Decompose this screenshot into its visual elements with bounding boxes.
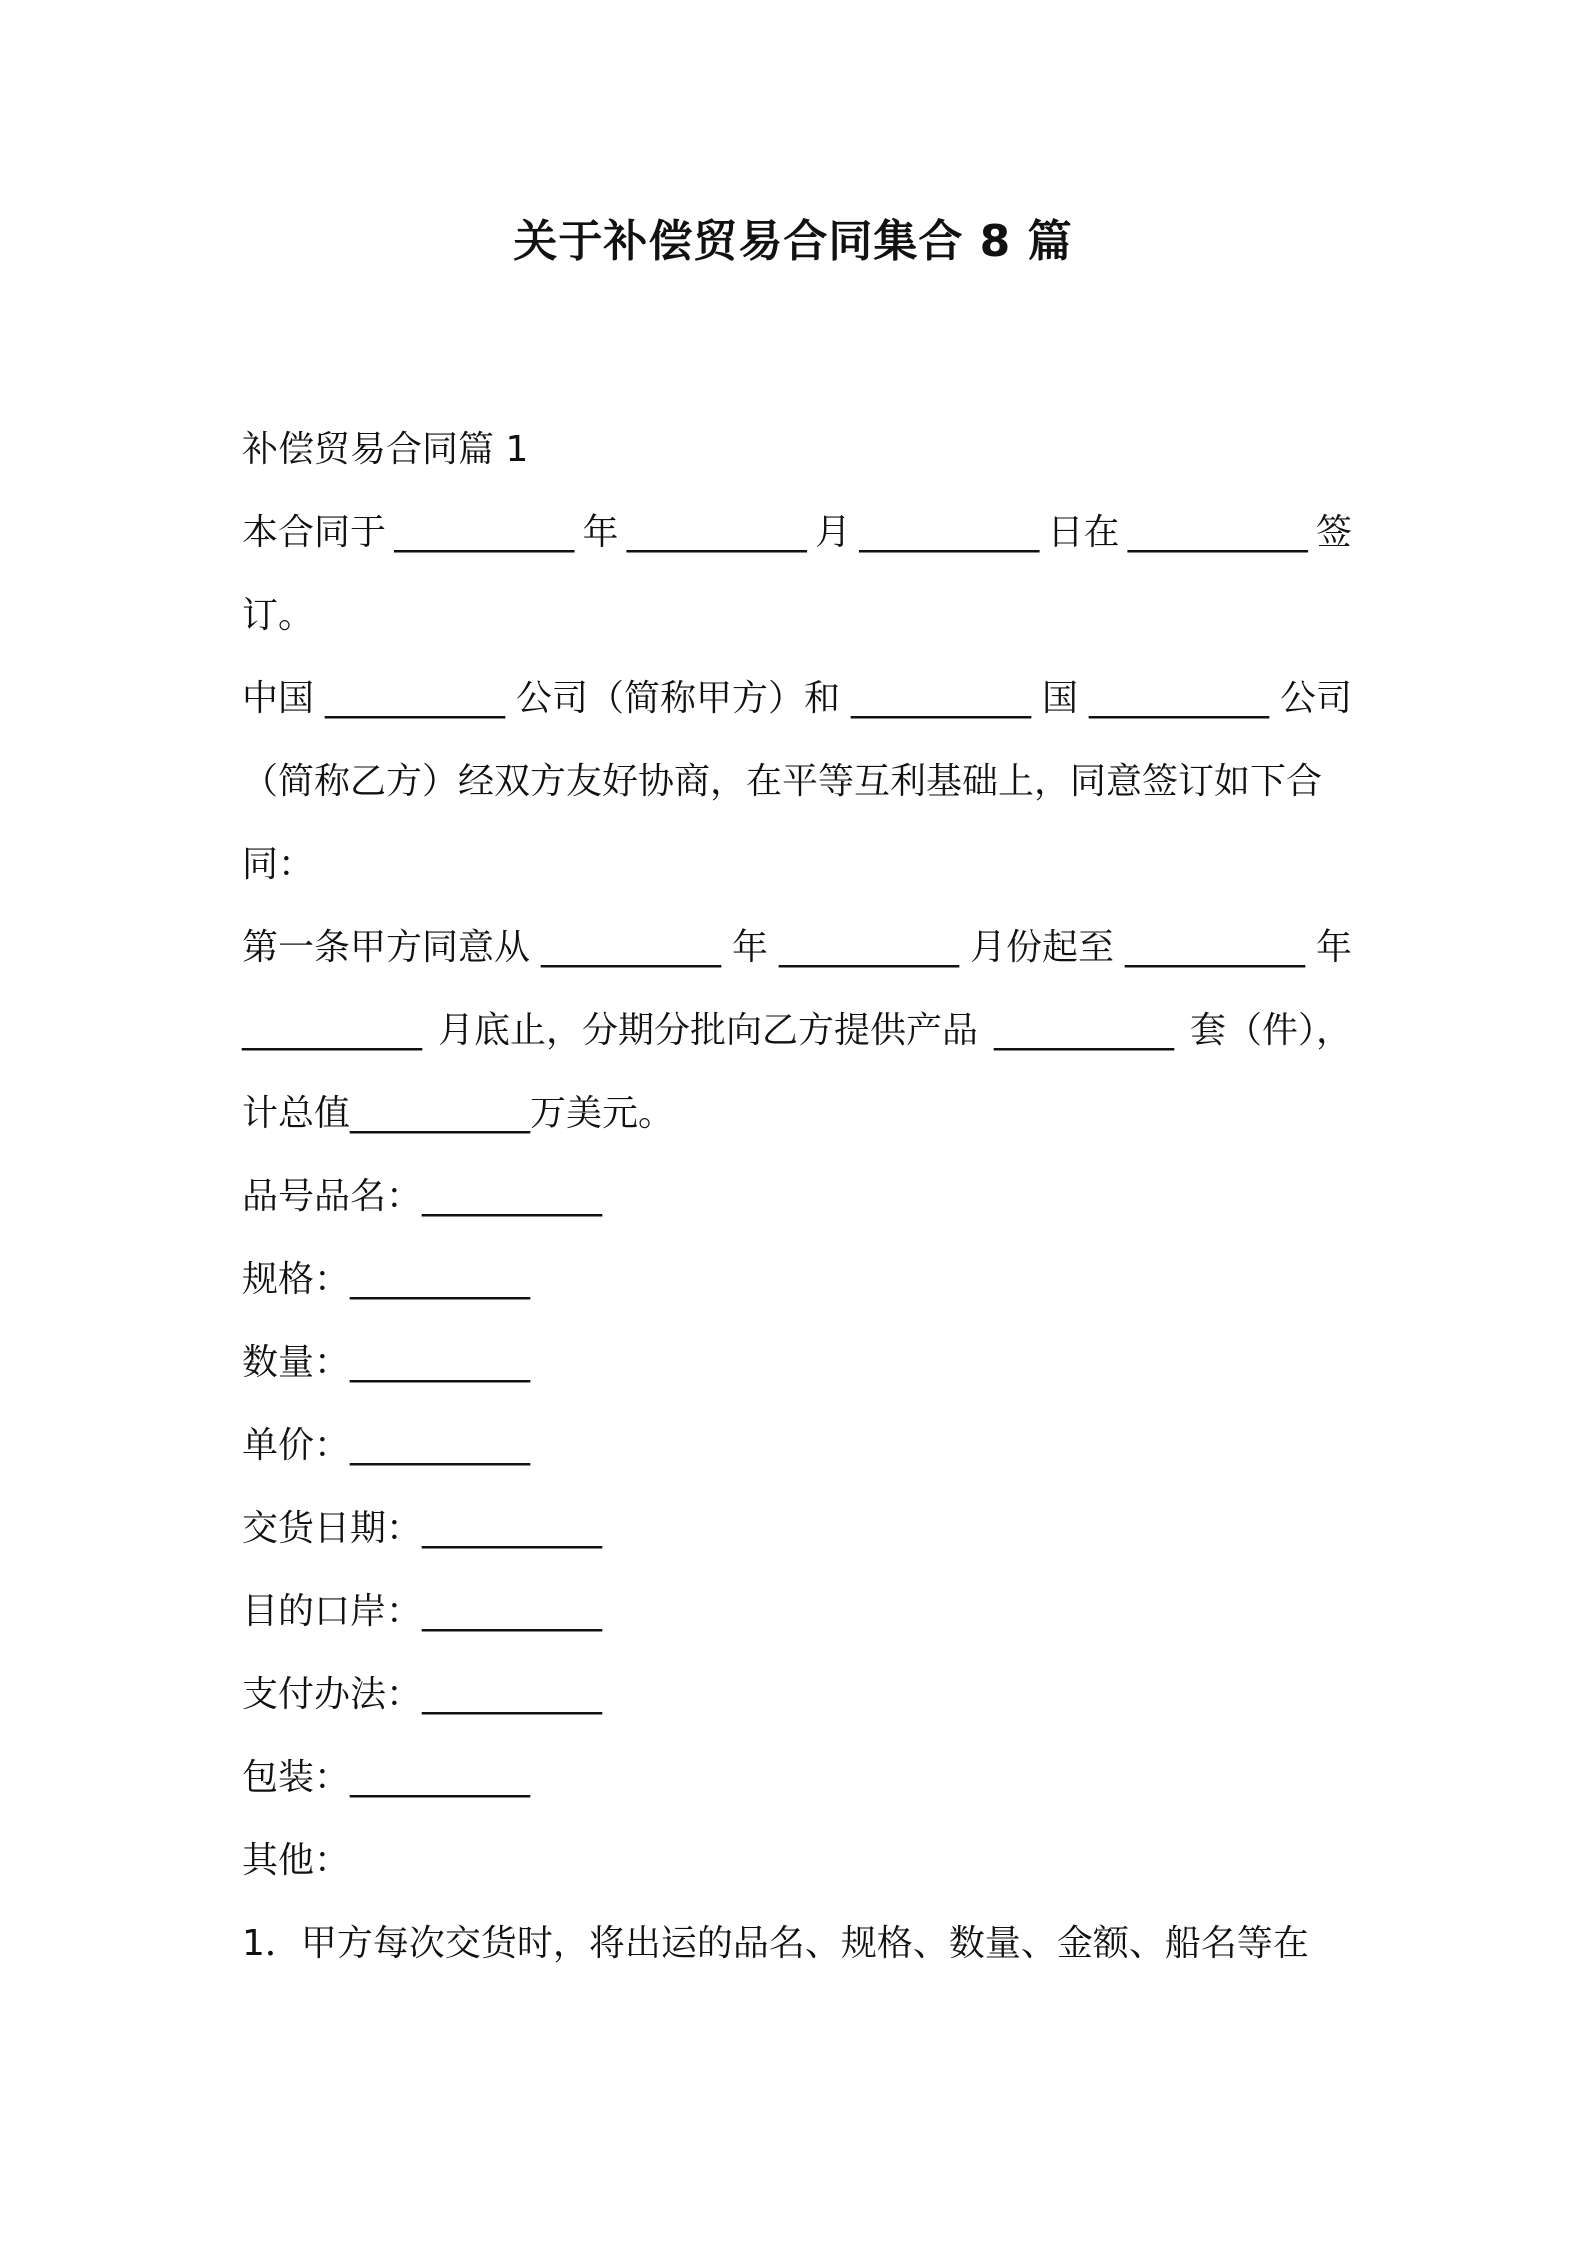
blank-field: __________ bbox=[1127, 512, 1308, 553]
paragraph-line bbox=[242, 1072, 1352, 1155]
blank-field: __________ bbox=[350, 1093, 531, 1134]
blank-field: __________ bbox=[350, 1425, 531, 1466]
text-segment: 月份起至 bbox=[969, 927, 1114, 968]
blank-field: __________ bbox=[1124, 927, 1305, 968]
field-line-payment-method bbox=[242, 1653, 1352, 1736]
text-segment: 月 bbox=[814, 512, 851, 553]
text-segment: 第一条甲方同意从 bbox=[242, 927, 531, 968]
blank-field: __________ bbox=[394, 512, 575, 553]
field-label: 目的口岸： bbox=[242, 1591, 423, 1632]
field-label: 数量： bbox=[242, 1342, 351, 1383]
blank-field: __________ bbox=[422, 1508, 603, 1549]
field-label: 包装： bbox=[242, 1757, 351, 1798]
field-line-other bbox=[242, 1819, 1352, 1902]
paragraph-line bbox=[242, 657, 1352, 740]
blank-field: __________ bbox=[1088, 678, 1269, 719]
text-segment: 公司 bbox=[1279, 678, 1352, 719]
paragraph-line bbox=[242, 491, 1352, 574]
text-segment: 同： bbox=[242, 844, 315, 885]
field-line-packaging bbox=[242, 1736, 1352, 1819]
text-segment: 订。 bbox=[242, 595, 315, 636]
text-segment: 国 bbox=[1041, 678, 1078, 719]
field-label: 规格： bbox=[242, 1259, 351, 1300]
field-label: 支付办法： bbox=[242, 1674, 423, 1715]
field-line-delivery-date bbox=[242, 1487, 1352, 1570]
text-segment: 套（件）， bbox=[1189, 1010, 1352, 1051]
field-label: 其他： bbox=[242, 1840, 351, 1881]
text-segment: （简称乙方）经双方友好协商，在平等互利基础上，同意签订如下合 bbox=[242, 761, 1323, 802]
blank-field: __________ bbox=[350, 1757, 531, 1798]
field-line-specification bbox=[242, 1238, 1352, 1321]
paragraph-line bbox=[242, 989, 1352, 1072]
blank-field: __________ bbox=[325, 678, 505, 719]
blank-field: __________ bbox=[993, 1010, 1174, 1051]
blank-field: __________ bbox=[350, 1259, 531, 1300]
blank-field: __________ bbox=[859, 512, 1040, 553]
text-segment: 本合同于 bbox=[242, 512, 387, 553]
blank-field: __________ bbox=[778, 927, 959, 968]
text-segment: 中国 bbox=[242, 678, 315, 719]
paragraph-line bbox=[242, 823, 1352, 906]
blank-field: __________ bbox=[242, 1010, 422, 1051]
blank-field: __________ bbox=[422, 1674, 603, 1715]
field-line-product-name bbox=[242, 1155, 1352, 1238]
blank-field: __________ bbox=[422, 1176, 603, 1217]
field-label: 品号品名： bbox=[242, 1176, 423, 1217]
document-title: 关于补偿贸易合同集合 8 篇 bbox=[513, 216, 1073, 267]
blank-field: __________ bbox=[541, 927, 721, 968]
blank-field: __________ bbox=[350, 1342, 531, 1383]
text-segment: 万美元。 bbox=[530, 1093, 675, 1134]
field-label: 交货日期： bbox=[242, 1508, 423, 1549]
text-segment: 计总值 bbox=[242, 1093, 351, 1134]
text-segment: 年 bbox=[1315, 927, 1352, 968]
field-line-destination-port bbox=[242, 1570, 1352, 1653]
text-segment: 公司（简称甲方）和 bbox=[515, 678, 840, 719]
field-line-unit-price bbox=[242, 1404, 1352, 1487]
section-heading: 补偿贸易合同篇 1 bbox=[242, 429, 529, 470]
field-line-quantity bbox=[242, 1321, 1352, 1404]
paragraph-line bbox=[242, 1902, 1352, 1985]
paragraph-line bbox=[242, 906, 1352, 989]
text-segment: 年 bbox=[731, 927, 768, 968]
paragraph-line bbox=[242, 574, 1352, 657]
text-segment: 月底止，分期分批向乙方提供产品 bbox=[437, 1010, 978, 1051]
blank-field: __________ bbox=[626, 512, 807, 553]
blank-field: __________ bbox=[850, 678, 1031, 719]
text-segment: 1．甲方每次交货时，将出运的品名、规格、数量、金额、船名等在 bbox=[242, 1923, 1309, 1964]
blank-field: __________ bbox=[422, 1591, 603, 1632]
document-body bbox=[242, 408, 1352, 1985]
text-segment: 签 bbox=[1315, 512, 1352, 553]
text-segment: 年 bbox=[582, 512, 619, 553]
text-segment: 日在 bbox=[1047, 512, 1120, 553]
paragraph-line bbox=[242, 740, 1352, 823]
field-label: 单价： bbox=[242, 1425, 351, 1466]
